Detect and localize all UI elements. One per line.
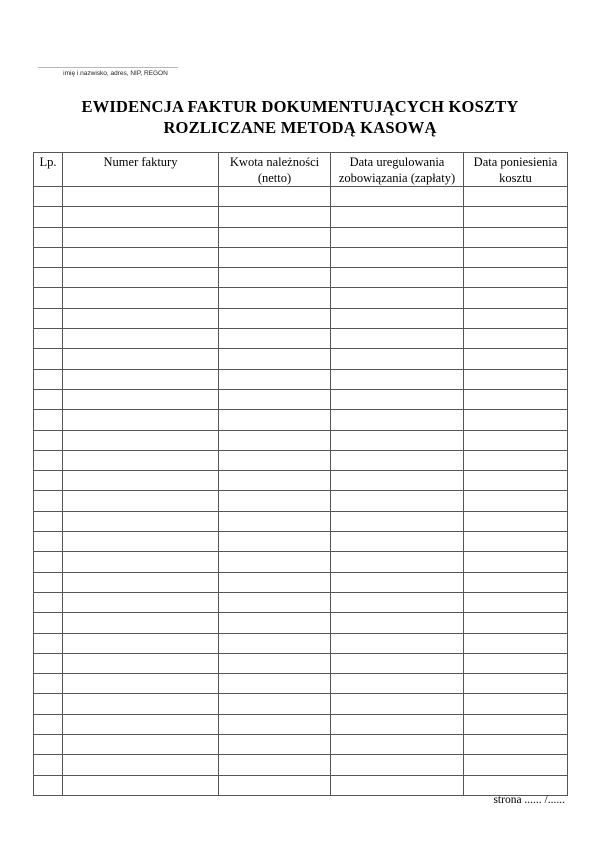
table-cell	[34, 775, 63, 795]
table-cell	[34, 227, 63, 247]
table-cell	[331, 552, 464, 572]
table-cell	[63, 552, 219, 572]
table-row	[34, 308, 568, 328]
table-cell	[464, 552, 568, 572]
table-cell	[219, 329, 331, 349]
table-cell	[63, 694, 219, 714]
table-row	[34, 552, 568, 572]
table-cell	[63, 410, 219, 430]
table-cell	[331, 694, 464, 714]
table-cell	[464, 430, 568, 450]
table-cell	[63, 329, 219, 349]
table-cell	[63, 369, 219, 389]
table-body	[34, 187, 568, 796]
table-cell	[63, 511, 219, 531]
table-cell	[34, 511, 63, 531]
table-cell	[63, 207, 219, 227]
table-cell	[219, 694, 331, 714]
table-cell	[464, 511, 568, 531]
table-cell	[219, 653, 331, 673]
table-cell	[219, 613, 331, 633]
form-title-line1: EWIDENCJA FAKTUR DOKUMENTUJĄCYCH KOSZTY	[81, 97, 519, 116]
table-cell	[63, 592, 219, 612]
table-cell	[63, 572, 219, 592]
table-cell	[331, 430, 464, 450]
table-row	[34, 714, 568, 734]
table-cell	[34, 592, 63, 612]
table-cell	[219, 389, 331, 409]
table-header-row	[34, 153, 568, 187]
table-cell	[34, 349, 63, 369]
table-cell	[34, 552, 63, 572]
table-cell	[464, 308, 568, 328]
table-row	[34, 247, 568, 267]
table-cell	[219, 633, 331, 653]
table-cell	[464, 653, 568, 673]
table-cell	[219, 288, 331, 308]
identity-line	[38, 62, 193, 78]
table-cell	[34, 308, 63, 328]
table-cell	[219, 714, 331, 734]
table-cell	[464, 268, 568, 288]
table-cell	[464, 755, 568, 775]
table-cell	[464, 633, 568, 653]
table-row	[34, 369, 568, 389]
table-cell	[331, 592, 464, 612]
table-cell	[219, 430, 331, 450]
table-cell	[63, 613, 219, 633]
table-cell	[331, 187, 464, 207]
form-title	[0, 96, 600, 138]
table-cell	[34, 572, 63, 592]
table-cell	[219, 207, 331, 227]
table-cell	[331, 308, 464, 328]
table-cell	[464, 349, 568, 369]
identity-dotted-line: ......................................................................	[38, 62, 178, 70]
table-cell	[219, 532, 331, 552]
table-cell	[34, 207, 63, 227]
table-cell	[464, 532, 568, 552]
table-cell	[34, 532, 63, 552]
table-cell	[331, 674, 464, 694]
table-cell	[34, 755, 63, 775]
table-cell	[331, 329, 464, 349]
table-row	[34, 653, 568, 673]
table-cell	[63, 288, 219, 308]
table-cell	[331, 755, 464, 775]
table-cell	[331, 511, 464, 531]
table-row	[34, 592, 568, 612]
table-cell	[34, 410, 63, 430]
table-cell	[331, 268, 464, 288]
table-row	[34, 633, 568, 653]
table-cell	[63, 674, 219, 694]
table-cell	[63, 633, 219, 653]
table-row	[34, 410, 568, 430]
table-cell	[219, 592, 331, 612]
table-row	[34, 674, 568, 694]
invoice-register-table	[33, 152, 568, 796]
table-cell	[464, 207, 568, 227]
table-cell	[464, 674, 568, 694]
table-cell	[63, 735, 219, 755]
table-cell	[331, 227, 464, 247]
table-cell	[331, 775, 464, 795]
table-cell	[219, 491, 331, 511]
identity-label: imię i nazwisko, adres, NIP, REGON	[63, 70, 168, 77]
table-cell	[34, 329, 63, 349]
table-cell	[34, 491, 63, 511]
table-cell	[63, 450, 219, 470]
table-cell	[331, 349, 464, 369]
table-cell	[219, 369, 331, 389]
table-cell	[219, 187, 331, 207]
table-cell	[219, 308, 331, 328]
table-cell	[34, 369, 63, 389]
table-row	[34, 268, 568, 288]
table-cell	[464, 389, 568, 409]
table-row	[34, 349, 568, 369]
table-cell	[331, 450, 464, 470]
table-cell	[219, 552, 331, 572]
page-footer: strona ...... /......	[493, 794, 565, 806]
table-cell	[331, 653, 464, 673]
table-row	[34, 430, 568, 450]
column-header-payment-date: Data uregulowania zobowiązania (zapłaty)	[331, 153, 464, 187]
table-cell	[219, 450, 331, 470]
table-cell	[464, 735, 568, 755]
table-cell	[464, 592, 568, 612]
table-row	[34, 775, 568, 795]
table-cell	[34, 471, 63, 491]
table-cell	[34, 674, 63, 694]
table-cell	[331, 247, 464, 267]
table-cell	[331, 369, 464, 389]
table-cell	[63, 471, 219, 491]
table-cell	[331, 633, 464, 653]
table-row	[34, 471, 568, 491]
table-cell	[464, 329, 568, 349]
table-cell	[331, 613, 464, 633]
table-cell	[63, 187, 219, 207]
table-cell	[63, 349, 219, 369]
table-row	[34, 755, 568, 775]
table-cell	[34, 288, 63, 308]
table-cell	[34, 247, 63, 267]
table-row	[34, 491, 568, 511]
table-row	[34, 572, 568, 592]
table-row	[34, 450, 568, 470]
table-cell	[63, 227, 219, 247]
table-cell	[464, 369, 568, 389]
table-cell	[219, 755, 331, 775]
table-row	[34, 187, 568, 207]
table-cell	[464, 410, 568, 430]
table-row	[34, 389, 568, 409]
table-cell	[63, 308, 219, 328]
form-title-line2: ROZLICZANE METODĄ KASOWĄ	[163, 118, 437, 137]
table-row	[34, 329, 568, 349]
table-cell	[219, 227, 331, 247]
table-cell	[219, 511, 331, 531]
table-cell	[464, 572, 568, 592]
table-cell	[63, 532, 219, 552]
table-cell	[219, 572, 331, 592]
table-cell	[331, 491, 464, 511]
table-cell	[63, 755, 219, 775]
table-cell	[464, 227, 568, 247]
table-cell	[219, 410, 331, 430]
column-header-lp: Lp.	[34, 153, 63, 187]
table-cell	[219, 735, 331, 755]
table-cell	[63, 714, 219, 734]
table-cell	[34, 430, 63, 450]
table-cell	[331, 288, 464, 308]
table-cell	[331, 735, 464, 755]
table-row	[34, 207, 568, 227]
table-cell	[219, 247, 331, 267]
table-cell	[219, 674, 331, 694]
table-cell	[34, 389, 63, 409]
column-header-cost-date: Data poniesienia kosztu	[464, 153, 568, 187]
table-cell	[63, 775, 219, 795]
table-cell	[464, 714, 568, 734]
table-cell	[34, 735, 63, 755]
table-cell	[34, 633, 63, 653]
table-cell	[464, 247, 568, 267]
table-cell	[34, 694, 63, 714]
table-cell	[34, 613, 63, 633]
table-cell	[34, 450, 63, 470]
table-cell	[331, 410, 464, 430]
table-cell	[219, 471, 331, 491]
table-cell	[464, 491, 568, 511]
table-header	[34, 153, 568, 187]
table-cell	[63, 247, 219, 267]
table-row	[34, 511, 568, 531]
table-cell	[34, 187, 63, 207]
table-cell	[63, 389, 219, 409]
table-cell	[63, 653, 219, 673]
table-cell	[331, 532, 464, 552]
table-row	[34, 735, 568, 755]
table-cell	[34, 714, 63, 734]
table-cell	[34, 653, 63, 673]
table-cell	[464, 613, 568, 633]
table-cell	[331, 471, 464, 491]
table-cell	[331, 714, 464, 734]
table-cell	[63, 430, 219, 450]
column-header-invoice-number: Numer faktury	[63, 153, 219, 187]
table-row	[34, 532, 568, 552]
table-row	[34, 613, 568, 633]
column-header-amount-net: Kwota należności (netto)	[219, 153, 331, 187]
table-cell	[219, 349, 331, 369]
table-row	[34, 227, 568, 247]
table-cell	[464, 187, 568, 207]
table-cell	[63, 268, 219, 288]
table-cell	[464, 775, 568, 795]
table-cell	[331, 572, 464, 592]
table-cell	[464, 450, 568, 470]
table-cell	[219, 775, 331, 795]
table-cell	[464, 288, 568, 308]
table-row	[34, 288, 568, 308]
table-cell	[63, 491, 219, 511]
table-row	[34, 694, 568, 714]
table-cell	[464, 694, 568, 714]
table-cell	[34, 268, 63, 288]
table-cell	[331, 207, 464, 227]
table-cell	[464, 471, 568, 491]
table-cell	[219, 268, 331, 288]
table-cell	[331, 389, 464, 409]
